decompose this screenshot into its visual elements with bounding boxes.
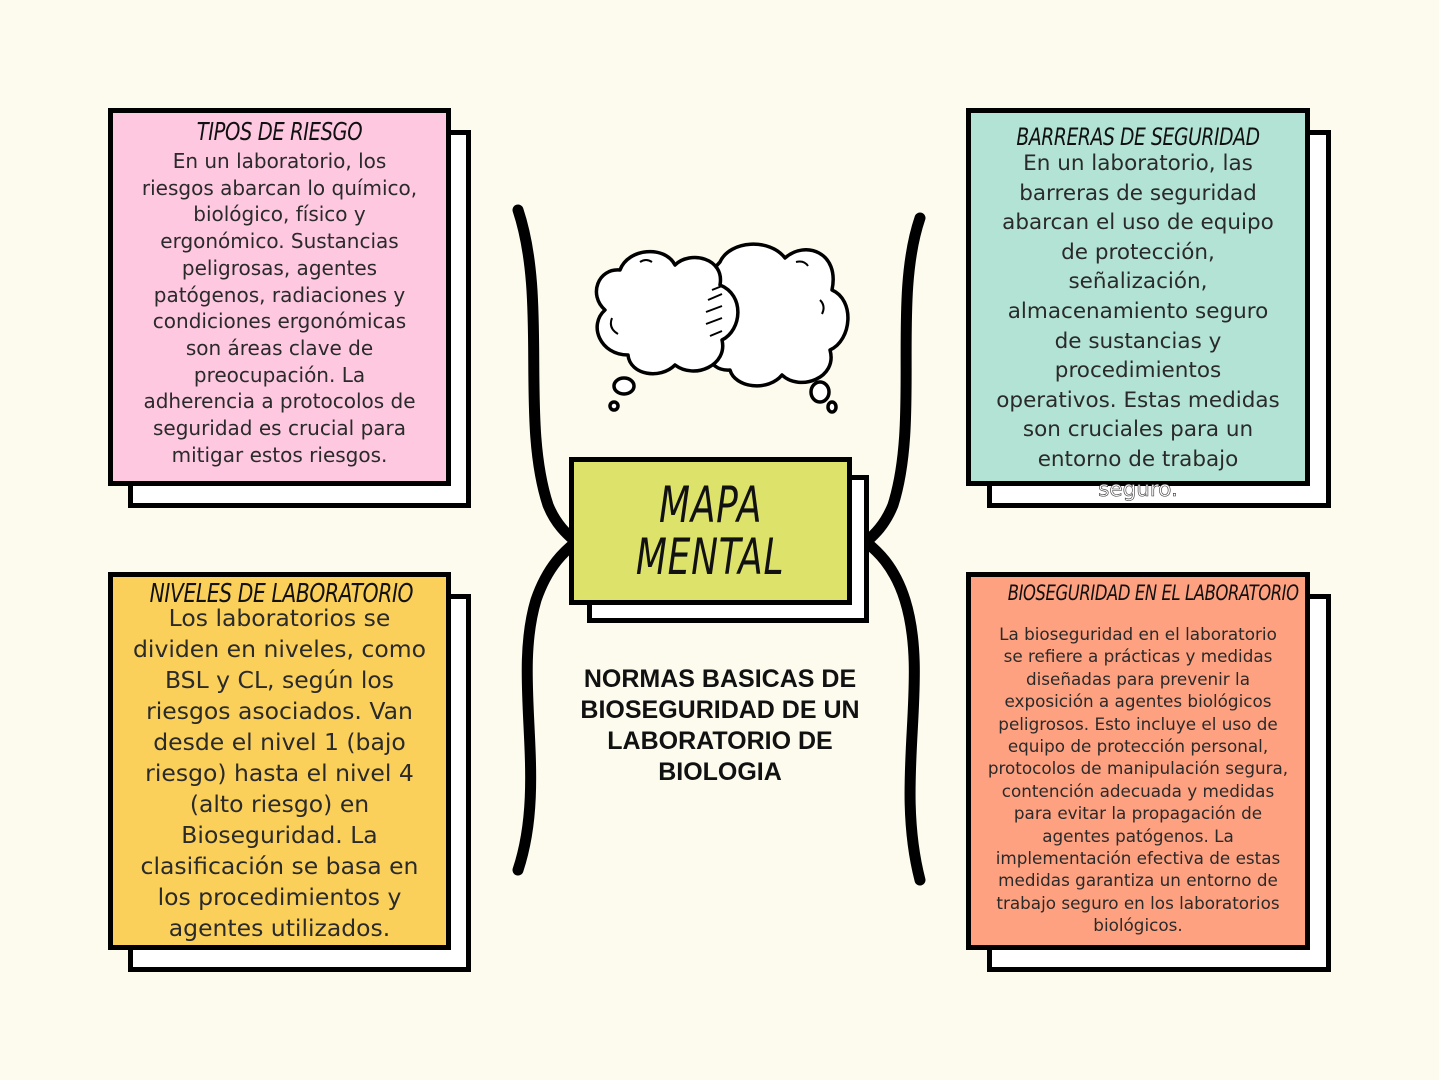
text-line: almacenamiento seguro <box>1007 298 1269 324</box>
text-line: los procedimientos y <box>157 883 402 911</box>
text-line: ergonómico. Sustancias <box>160 229 399 254</box>
card-title: NIVELES DE LABORATORIO <box>149 579 414 609</box>
center-title-box <box>569 457 852 605</box>
subtitle-line: BIOLOGIA <box>658 758 782 786</box>
text-line: barreras de seguridad <box>1019 180 1257 206</box>
subtitle-line: NORMAS BASICAS DE <box>583 665 857 693</box>
text-line: operativos. Estas medidas <box>996 387 1280 413</box>
text-line: seguridad es crucial para <box>152 416 406 441</box>
text-line: diseñadas para prevenir la <box>1025 668 1250 689</box>
text-line: En un laboratorio, los <box>172 149 387 173</box>
text-line: desde el nivel 1 (bajo <box>153 728 406 756</box>
text-line: riesgos abarcan lo químico, <box>141 175 418 200</box>
text-line: patógenos, radiaciones y <box>153 282 406 307</box>
text-line: dividen en niveles, como <box>133 635 426 663</box>
subtitle-line: LABORATORIO DE <box>607 727 833 755</box>
text-line: de protección, <box>1061 239 1215 265</box>
center-title-line-2: MENTAL <box>636 528 785 586</box>
text-line: adherencia a protocolos de <box>143 389 416 414</box>
text-line: de sustancias y <box>1054 328 1222 354</box>
text-line: son áreas clave de <box>185 335 374 360</box>
card-body <box>971 623 1305 937</box>
text-line: condiciones ergonómicas <box>152 309 407 334</box>
text-line: para evitar la propagación de <box>1013 803 1263 824</box>
text-line: riesgos asociados. Van <box>146 697 413 725</box>
text-line: agentes patógenos. La <box>1042 825 1234 846</box>
text-line: Los laboratorios se <box>168 604 391 632</box>
text-line: medidas garantiza un entorno de <box>998 870 1278 891</box>
card-body <box>971 149 1305 504</box>
text-line: equipo de protección personal, <box>1007 736 1269 757</box>
text-line: contención adecuada y medidas <box>1001 780 1275 801</box>
card-title: BARRERAS DE SEGURIDAD <box>1016 123 1260 151</box>
subtitle-line: BIOSEGURIDAD DE UN <box>580 696 860 724</box>
text-line: implementación efectiva de estas <box>995 848 1281 869</box>
text-line: En un laboratorio, las <box>1023 151 1253 176</box>
card-tipos-de-riesgo <box>108 108 451 486</box>
text-line: Bioseguridad. La <box>181 821 378 849</box>
card-title: BIOSEGURIDAD EN EL LABORATORIO <box>1007 581 1299 605</box>
text-line: seguro. <box>1098 476 1178 502</box>
card-body <box>113 148 446 468</box>
text-line: peligrosas, agentes <box>181 255 378 280</box>
text-line: riesgo) hasta el nivel 4 <box>145 759 414 787</box>
text-line: exposición a agentes biológicos <box>1004 691 1272 712</box>
map-subtitle <box>560 664 880 788</box>
text-line: se refiere a prácticas y medidas <box>1003 646 1273 667</box>
text-line: procedimientos <box>1054 358 1222 384</box>
text-line: La bioseguridad en el laboratorio <box>999 624 1277 644</box>
text-line: clasificación se basa en <box>140 852 419 880</box>
text-line: protocolos de manipulación segura, <box>987 758 1289 779</box>
card-body <box>113 603 446 944</box>
text-line: agentes utilizados. <box>168 914 391 942</box>
text-line: mitigar estos riesgos. <box>171 442 388 467</box>
text-line: biológico, físico y <box>193 202 366 227</box>
text-line: abarcan el uso de equipo <box>1002 210 1274 236</box>
text-line: son cruciales para un <box>1022 417 1254 443</box>
text-line: peligrosos. Esto incluye el uso de <box>998 713 1278 734</box>
center-title-line-1: MAPA <box>658 476 763 534</box>
text-line: entorno de trabajo <box>1037 446 1239 472</box>
text-line: (alto riesgo) en <box>189 790 370 818</box>
text-line: BSL y CL, según los <box>164 666 395 694</box>
text-line: trabajo seguro en los laboratorios <box>996 892 1280 913</box>
card-bioseguridad-en-el-laboratorio <box>966 572 1310 950</box>
card-niveles-de-laboratorio <box>108 572 451 950</box>
card-barreras-de-seguridad <box>966 108 1310 502</box>
thought-cloud-icon <box>596 244 847 412</box>
text-line: preocupación. La <box>193 362 366 387</box>
text-line: biológicos. <box>1093 915 1183 936</box>
text-line: señalización, <box>1068 269 1208 295</box>
card-title: TIPOS DE RIESGO <box>196 117 363 146</box>
